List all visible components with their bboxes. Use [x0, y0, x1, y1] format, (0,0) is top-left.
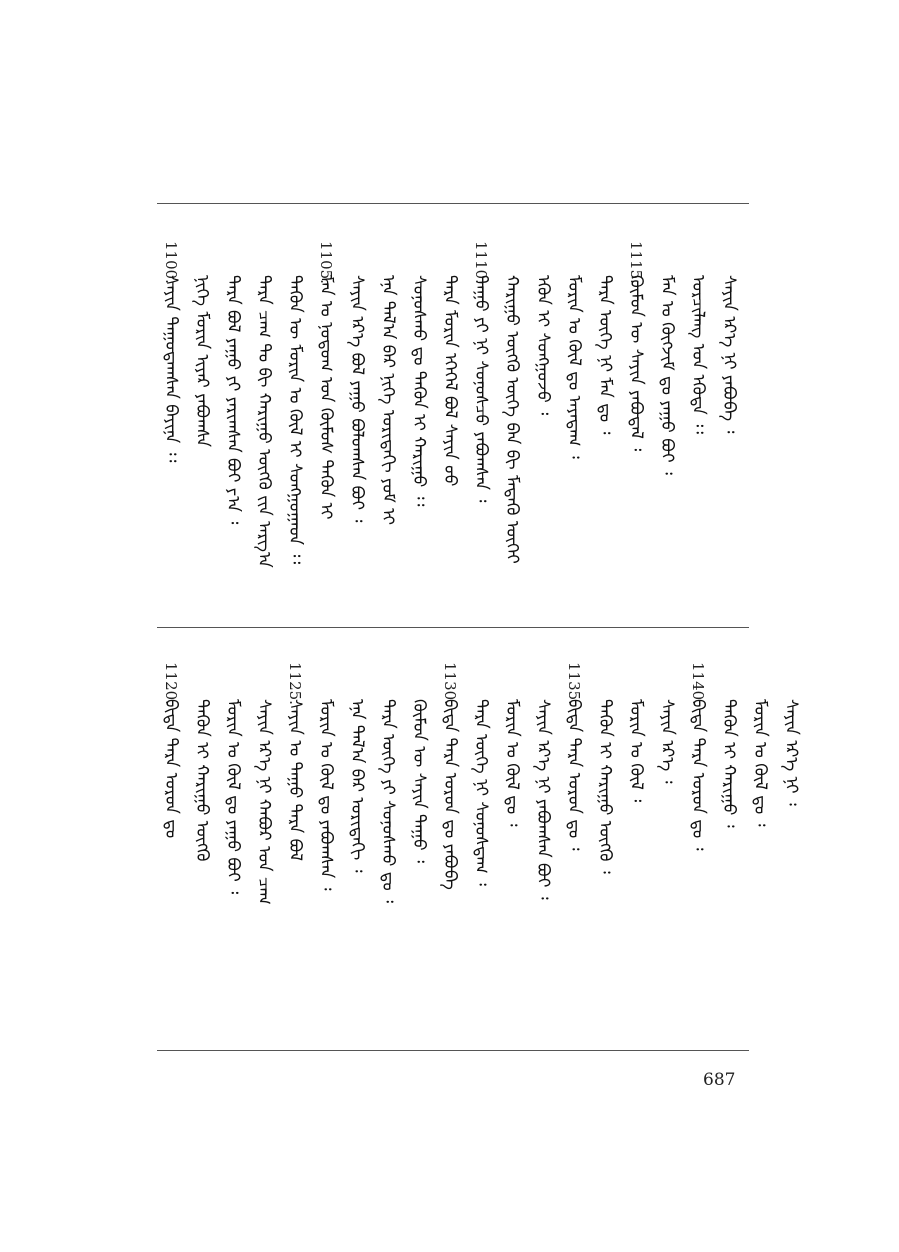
verse-line: ᠪᠢᠳᠡ ᠲᠡᠷᠡ ᠣᠷᠣᠨ ᠳᠤ ᠄	[564, 699, 584, 851]
verse-line: ᠲᠡᠭᠦᠨ ᠢ ᠬᠠᠷᠢᠭᠤ ᠥᠭᠭᠦ	[192, 699, 212, 862]
verse-line: ᠰᠠᠶᠢᠨ ᠳᠠᠭᠤᠳᠠᠭᠰᠠᠨ ᠪᠠᠶᠢᠨᠠ ᠄᠄	[161, 275, 181, 463]
verse-line: ᠲᠡᠭᠦᠨ ᠦ ᠮᠣᠷᠢᠨ ᠤ ᠬᠦᠯ ᠢ ᠰᠣᠩᠭᠣᠭᠠᠳ ᠄᠄	[285, 275, 305, 565]
verse-line: ᠪᠢᠳᠡ ᠲᠡᠷᠡ ᠣᠷᠣᠨ ᠳᠤ	[161, 699, 181, 839]
verse-line-number: 1120.	[162, 662, 180, 705]
verse-line-number: 1125.	[286, 662, 304, 705]
verse-line: ᠡᠨᠡ ᠲᠠᠯ᠎ᠠ ᠪᠠᠷ ᠨᠢᠭᠡ ᠤᠷᠢᠳᠠᠬᠢ ᠶᠤᠮ ᠢ	[378, 275, 398, 525]
verse-line: ᠲᠡᠷᠡ ᠮᠣᠷᠢᠨ ᠡᠭᠡᠭᠡᠯ ᠪᠣᠯ ᠰᠠᠶᠢᠨ ᠤᠤ	[440, 275, 460, 487]
verse-line: ᠰᠠᠶᠢᠨ ᠡᠷ᠎ᠡ ᠨᠢ ᠬᠠᠪᠤᠷ ᠤᠨ ᠴᠠᠭ	[254, 699, 274, 905]
verse-line: ᠮᠣᠷᠢᠨ ᠤ ᠬᠦᠯ ᠳᠤ ᠶᠠᠭᠤ ᠪᠤᠢ ᠄	[223, 699, 243, 895]
verse-line: ᠲᠡᠷᠡ ᠪᠣᠯ ᠶᠠᠭᠤ ᠶᠢ ᠶᠠᠷᠢᠭᠰᠠᠨ ᠪᠤᠢ ᠶ᠎ᠠ ᠄	[223, 275, 243, 525]
verse-line: ᠪᠢᠳᠡ ᠲᠡᠷᠡ ᠣᠷᠣᠨ ᠳᠤ ᠶᠠᠪᠤᠪᠠ	[440, 699, 460, 890]
verse-line: ᠳᠠᠭᠤ ᠶᠢ ᠨᠢ ᠰᠣᠨᠣᠰᠴᠤ ᠶᠠᠪᠤᠭᠰᠠᠨ ᠄	[471, 275, 491, 503]
verse-line: ᠲᠡᠭᠦᠨ ᠢ ᠬᠠᠷᠢᠭᠤ ᠄	[719, 699, 739, 828]
verse-line: ᠮᠣᠷᠢᠨ ᠤ ᠬᠦᠯ ᠳᠤ ᠄	[750, 699, 770, 827]
verse-line-number: 1110.	[472, 241, 490, 284]
verse-line: ᠬᠠᠷᠢᠭᠤ ᠥᠭᠬᠦ ᠥᠭᠡ ᠪᠠᠨ ᠪᠢ ᠮᠡᠳᠡᠬᠦ ᠦᠭᠡᠢ	[502, 275, 522, 564]
verse-line: ᠰᠠᠶᠢᠨ ᠤ ᠳᠠᠭᠤ ᠲᠡᠷᠡ ᠪᠣᠯ	[285, 699, 305, 862]
verse-line: ᠮᠠᠨ ᠤ ᠨᠤᠲᠤᠭ ᠤᠨ ᠬᠦᠮᠦᠰ ᠲᠡᠭᠦᠨ ᠢ	[316, 275, 336, 520]
verse-line-number: 1140.	[689, 662, 707, 705]
verse-line: ᠮᠣᠷᠢᠨ ᠤ ᠬᠦᠯ ᠳᠤ ᠠᠶᠠᠳᠠᠭ ᠄	[564, 275, 584, 459]
verse-line: ᠮᠣᠷᠢᠨ ᠤ ᠬᠦᠯ ᠳᠤ ᠄	[502, 699, 522, 827]
verse-line: ᠰᠠᠶᠢᠨ ᠡᠷ᠎ᠡ ᠨᠢ ᠶᠠᠪᠤᠪᠠ ᠄	[719, 275, 739, 434]
verse-line: ᠰᠠᠶᠢᠨ ᠡᠷ᠎ᠡ ᠪᠣᠯ ᠶᠠᠭᠤ ᠪᠣᠯᠣᠭᠰᠠᠨ ᠪᠤᠢ ᠄	[347, 275, 367, 523]
verse-line: ᠡᠭᠦᠨ ᠢ ᠰᠣᠩᠭᠣᠵᠤ ᠄	[533, 275, 553, 416]
verse-line: ᠰᠠᠶᠢᠨ ᠡᠷ᠎ᠡ ᠨᠢ ᠶᠠᠪᠤᠭᠰᠠᠨ ᠪᠤᠢ ᠄	[533, 699, 553, 900]
verse-line: ᠲᠡᠷᠡ ᠦᠭᠡ ᠨᠢ ᠮᠠᠨ ᠳᠤ ᠄	[595, 275, 615, 435]
middle-rule	[157, 627, 749, 628]
verse-line: ᠮᠣᠷᠢᠨ ᠤ ᠬᠦᠯ ᠳᠤ ᠶᠠᠪᠤᠭᠰᠠᠨ ᠄	[316, 699, 336, 891]
verse-line: ᠨᠢᠭᠡ ᠮᠣᠷᠢᠨ ᠢᠶᠡᠷ ᠶᠠᠪᠤᠭᠰᠠ	[192, 275, 212, 448]
verse-line: ᠲᠡᠷᠡ ᠦᠭᠡ ᠨᠢ ᠰᠣᠨᠣᠰᠳᠠᠭ ᠄	[471, 699, 491, 886]
verse-line: ᠲᠡᠭᠦᠨ ᠢ ᠬᠠᠷᠢᠭᠤ ᠥᠭᠭᠦ ᠄	[595, 699, 615, 874]
verse-line: ᠲᠡᠷᠡ ᠴᠠᠭ ᠲᠤ ᠪᠢ ᠬᠠᠷᠢᠭᠤ ᠥᠭᠬᠦ ᠶ᠋ᠢᠨ ᠠᠷᠭ᠎ᠠ	[254, 275, 274, 568]
verse-line-number: 1135.	[565, 662, 583, 705]
bottom-verse-panel	[157, 662, 801, 925]
verse-line: ᠬᠦᠮᠦᠨ ᠦ ᠰᠠᠶᠢᠨ ᠳᠠᠭᠤ ᠄	[409, 699, 429, 863]
verse-line: ᠰᠣᠨᠣᠰᠬᠤ ᠳᠤ ᠲᠡᠭᠦᠨ ᠢ ᠬᠠᠷᠢᠭᠤ ᠄᠄	[409, 275, 429, 507]
page-number: 687	[703, 1070, 736, 1090]
verse-line: ᠡᠨᠡ ᠲᠠᠯ᠎ᠠ ᠪᠠᠷ ᠤᠷᠢᠳᠠᠬᠢ ᠄	[347, 699, 367, 873]
top-rule	[157, 203, 749, 204]
verse-line-number: 1105.	[317, 241, 335, 284]
verse-line: ᠪᠢᠳᠡ ᠲᠡᠷᠡ ᠣᠷᠣᠨ ᠳᠤ ᠄	[688, 699, 708, 851]
top-verse-panel	[157, 241, 749, 568]
verse-line: ᠣᠷᠴᠢᠯᠠᠩ ᠤᠨ ᠡᠭᠦᠳᠡ ᠄᠄	[688, 275, 708, 434]
verse-line: ᠬᠦᠮᠦᠨ ᠦ ᠰᠠᠶᠢᠨ ᠶᠠᠪᠤᠳᠠᠯ ᠄	[626, 275, 646, 452]
verse-line-number: 1115.	[627, 241, 645, 284]
verse-line: ᠰᠠᠶᠢᠨ ᠡᠷ᠎ᠡ ᠄	[657, 699, 677, 784]
verse-line: ᠰᠠᠶᠢᠨ ᠡᠷ᠎ᠡ ᠨᠢ ᠄	[781, 699, 801, 806]
verse-line: ᠮᠠᠨ ᠤ ᠬᠦᠭᠵᠢᠮ ᠳᠤ ᠶᠠᠭᠤ ᠪᠤᠢ ᠄	[657, 275, 677, 475]
verse-line-number: 1100.	[162, 241, 180, 284]
verse-line: ᠲᠡᠷᠡ ᠦᠭᠡ ᠶᠢ ᠰᠣᠨᠣᠰᠬᠤ ᠳᠤ ᠄	[378, 699, 398, 903]
verse-line: ᠮᠣᠷᠢᠨ ᠤ ᠬᠦᠯ ᠄	[626, 699, 646, 803]
verse-line-number: 1130.	[441, 662, 459, 705]
bottom-rule	[157, 1050, 749, 1051]
